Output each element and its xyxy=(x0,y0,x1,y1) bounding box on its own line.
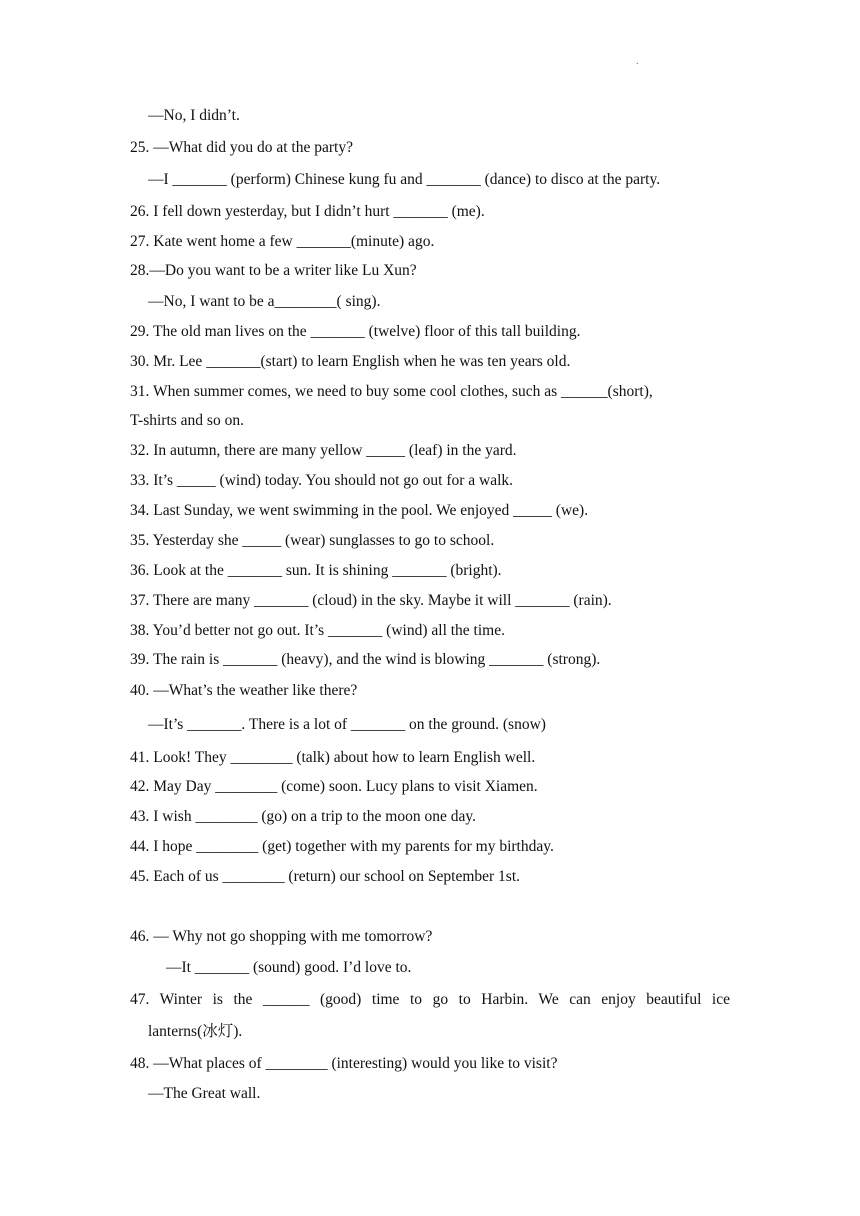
page-mark: . xyxy=(636,56,639,67)
question-42: 42. May Day ________ (come) soon. Lucy plans to visit Xiamen. xyxy=(130,778,538,795)
question-48: 48. —What places of ________ (interesting) would you like to visit? xyxy=(130,1055,558,1072)
question-31: 31. When summer comes, we need to buy some cool clothes, such as ______(short), xyxy=(130,383,653,400)
question-33: 33. It’s _____ (wind) today. You should not go out for a walk. xyxy=(130,472,514,489)
question-37: 37. There are many _______ (cloud) in the sky. Maybe it will _______ (rain). xyxy=(130,592,612,609)
question-46: 46. — Why not go shopping with me tomorrow? xyxy=(130,928,433,945)
question-30: 30. Mr. Lee _______(start) to learn English when he was ten years old. xyxy=(130,353,571,370)
question-45: 45. Each of us ________ (return) our school on September 1st. xyxy=(130,868,521,885)
question-40: 40. —What’s the weather like there? xyxy=(130,682,358,699)
text-line: —No, I want to be a________( sing). xyxy=(148,293,381,310)
question-38: 38. You’d better not go out. It’s _______ (wind) all the time. xyxy=(130,622,505,639)
question-25: 25. —What did you do at the party? xyxy=(130,139,353,156)
question-29: 29. The old man lives on the _______ (twelve) floor of this tall building. xyxy=(130,323,581,340)
text-line: —It _______ (sound) good. I’d love to. xyxy=(166,959,412,976)
question-35: 35. Yesterday she _____ (wear) sunglasses to go to school. xyxy=(130,532,495,549)
question-44: 44. I hope ________ (get) together with my parents for my birthday. xyxy=(130,838,554,855)
question-36: 36. Look at the _______ sun. It is shining _______ (bright). xyxy=(130,562,502,579)
question-47: 47. Winter is the ______ (good) time to go to Harbin. We can enjoy beautiful ice xyxy=(130,991,730,1008)
text-line: —It’s _______. There is a lot of _______ on the ground. (snow) xyxy=(148,716,546,733)
question-32: 32. In autumn, there are many yellow _____ (leaf) in the yard. xyxy=(130,442,517,459)
text-line: —I _______ (perform) Chinese kung fu and _______ (dance) to disco at the party. xyxy=(148,171,661,188)
question-27: 27. Kate went home a few _______(minute) ago. xyxy=(130,233,435,250)
text-line: T-shirts and so on. xyxy=(130,412,244,429)
question-26: 26. I fell down yesterday, but I didn’t hurt _______ (me). xyxy=(130,203,485,220)
text-line: —No, I didn’t. xyxy=(148,107,240,124)
text-line: —The Great wall. xyxy=(148,1085,261,1102)
question-43: 43. I wish ________ (go) on a trip to the moon one day. xyxy=(130,808,476,825)
question-34: 34. Last Sunday, we went swimming in the pool. We enjoyed _____ (we). xyxy=(130,502,589,519)
question-41: 41. Look! They ________ (talk) about how to learn English well. xyxy=(130,749,536,766)
question-28: 28.—Do you want to be a writer like Lu Xun? xyxy=(130,262,417,279)
question-39: 39. The rain is _______ (heavy), and the wind is blowing _______ (strong). xyxy=(130,651,601,668)
text-line: lanterns(冰灯). xyxy=(148,1023,243,1040)
